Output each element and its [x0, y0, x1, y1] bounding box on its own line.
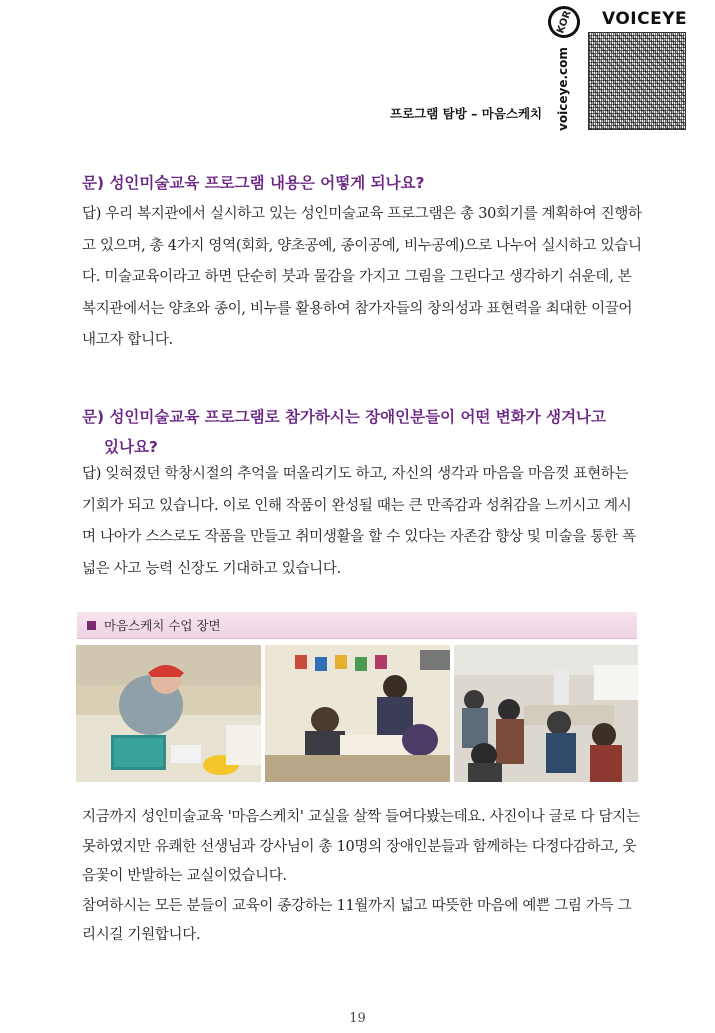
answer-2: 답) 잊혀졌던 학창시절의 추억을 떠올리기도 하고, 자신의 생각과 마음을 마음껏 표현하는 기회가 되고 있습니다. 이로 인해 작품이 완성될 때는 큰 만족감과 성취감을 느끼시고 계시며 나아가 스스로도 작품을 만들고 취미생활을 할 수 있다는 자존감 향상 및 미술을 통한 폭넓은 사고 능력 신장도 기대하고 있습니다.	[82, 466, 636, 577]
question-2-line-1: 문) 성인미술교육 프로그램로 참가하시는 장애인분들이 어떤 변화가 생겨나고	[82, 408, 606, 426]
page-number: 19	[349, 1011, 366, 1026]
photo-caption: 마음스케치 수업 장면	[104, 618, 221, 633]
photo-painting-student	[76, 645, 261, 782]
voiceye-badge	[548, 4, 698, 132]
closing-paragraph-1: 지금까지 성인미술교육 '마음스케치' 교실을 살짝 들여다봤는데요. 사진이나 글로 다 담지는 못하였지만 유쾌한 선생님과 강사님이 총 10명의 장애인분들과 함께하는 다정다감하고, 웃음꽃이 반발하는 교실이었습니다.	[82, 809, 640, 884]
voiceye-code-icon	[588, 32, 686, 130]
photo-caption-bar	[77, 612, 637, 639]
photo-strip	[76, 645, 638, 782]
closing-paragraph-2: 참여하시는 모든 분들이 교육이 종강하는 11월까지 넓고 따뜻한 마음에 예쁜 그림 가득 그리시길 기원합니다.	[82, 897, 632, 943]
voiceye-logo: VOICEYE	[602, 9, 688, 29]
photo-group-class	[454, 645, 638, 782]
answer-1: 답) 우리 복지관에서 실시하고 있는 성인미술교육 프로그램은 총 30회기를 계획하여 진행하고 있으며, 총 4가지 영역(회화, 양초공예, 종이공예, 비누공예)으로 나누어 실시하고 있습니다. 미술교육이라고 하면 단순히 붓과 물감을 가지고 그림을 그린다고 생각하기 쉬운데, 본 복지관에서는 양초와 종이, 비누를 활용하여 참가자들의 창의성과 표현력을 최대한 이끌어내고자 합니다.	[82, 206, 642, 348]
square-bullet-icon	[87, 621, 96, 630]
voiceye-site: voiceye.com	[556, 47, 570, 131]
section-title: 프로그램 탐방 – 마음스케치	[390, 106, 543, 121]
photo-classroom-wall	[265, 645, 450, 782]
kor-seal: KOR	[543, 1, 584, 42]
question-1: 문) 성인미술교육 프로그램 내용은 어떻게 되나요?	[82, 174, 425, 192]
question-2	[82, 402, 662, 462]
question-2-line-2: 있나요?	[104, 438, 158, 456]
closing-text	[82, 803, 642, 951]
